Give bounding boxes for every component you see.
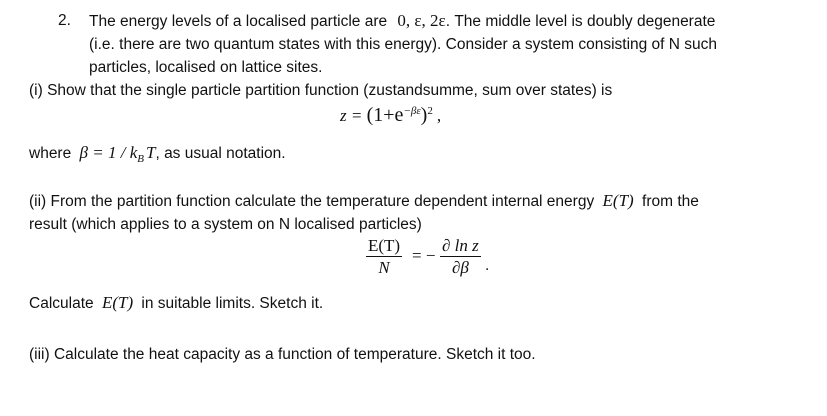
eq-power: 2	[427, 105, 433, 117]
where-suffix: , as usual notation.	[155, 145, 286, 162]
eq-base: (1+e	[366, 104, 404, 126]
problem-number: 2.	[58, 12, 71, 29]
partition-function-equation	[340, 105, 441, 128]
energy-function-limit: E(T)	[101, 293, 134, 312]
equals-minus-sign: = −	[412, 246, 436, 265]
calculate-line	[29, 293, 323, 314]
part1-text: (i) Show that the single particle partition function (zustandsumme, sum over states) is	[29, 82, 613, 99]
intro-line-1	[89, 11, 715, 32]
eq-lhs: z =	[340, 106, 367, 125]
intro-line-3: particles, localised on lattice sites.	[89, 59, 323, 76]
calc-prefix: Calculate	[29, 295, 94, 312]
part2-text-a: (ii) From the partition function calculate the temperature dependent internal energy	[29, 193, 595, 210]
where-prefix: where	[29, 145, 72, 162]
problem-number-line	[58, 11, 71, 31]
intro-tail: . The middle level is doubly degenerate	[445, 13, 716, 30]
energy-function: E(T)	[602, 191, 634, 210]
energy-per-particle-fraction	[366, 236, 402, 279]
eq-close: )	[420, 104, 428, 126]
eq-exponent: −βε	[403, 105, 421, 117]
fraction-left-numerator: E(T)	[368, 236, 401, 255]
equation-period: .	[485, 257, 490, 274]
fraction-right-numerator: ∂ ln z	[442, 236, 479, 255]
part2-line-1	[29, 191, 699, 212]
temperature-symbol: T	[145, 143, 156, 162]
energy-levels: 0, ε, 2ε	[397, 11, 446, 30]
part2-line-2: result (which applies to a system on N localised particles)	[29, 216, 422, 233]
part2-text-b: from the	[642, 193, 699, 210]
part3-text: (iii) Calculate the heat capacity as a function of temperature. Sketch it too.	[29, 346, 536, 363]
eq-comma: ,	[436, 106, 442, 125]
where-line	[29, 143, 286, 165]
log-derivative-fraction	[440, 236, 481, 279]
boltzmann-subscript: B	[137, 153, 144, 165]
intro-text: The energy levels of a localised particle are	[89, 13, 388, 30]
fraction-left-denominator: N	[378, 258, 390, 277]
beta-definition: β = 1 / k	[79, 143, 138, 162]
fraction-right-denominator: ∂β	[451, 258, 469, 277]
intro-line-2: (i.e. there are two quantum states with this energy). Consider a system consisting of N such	[89, 36, 718, 53]
calc-suffix: in suitable limits. Sketch it.	[141, 295, 324, 312]
